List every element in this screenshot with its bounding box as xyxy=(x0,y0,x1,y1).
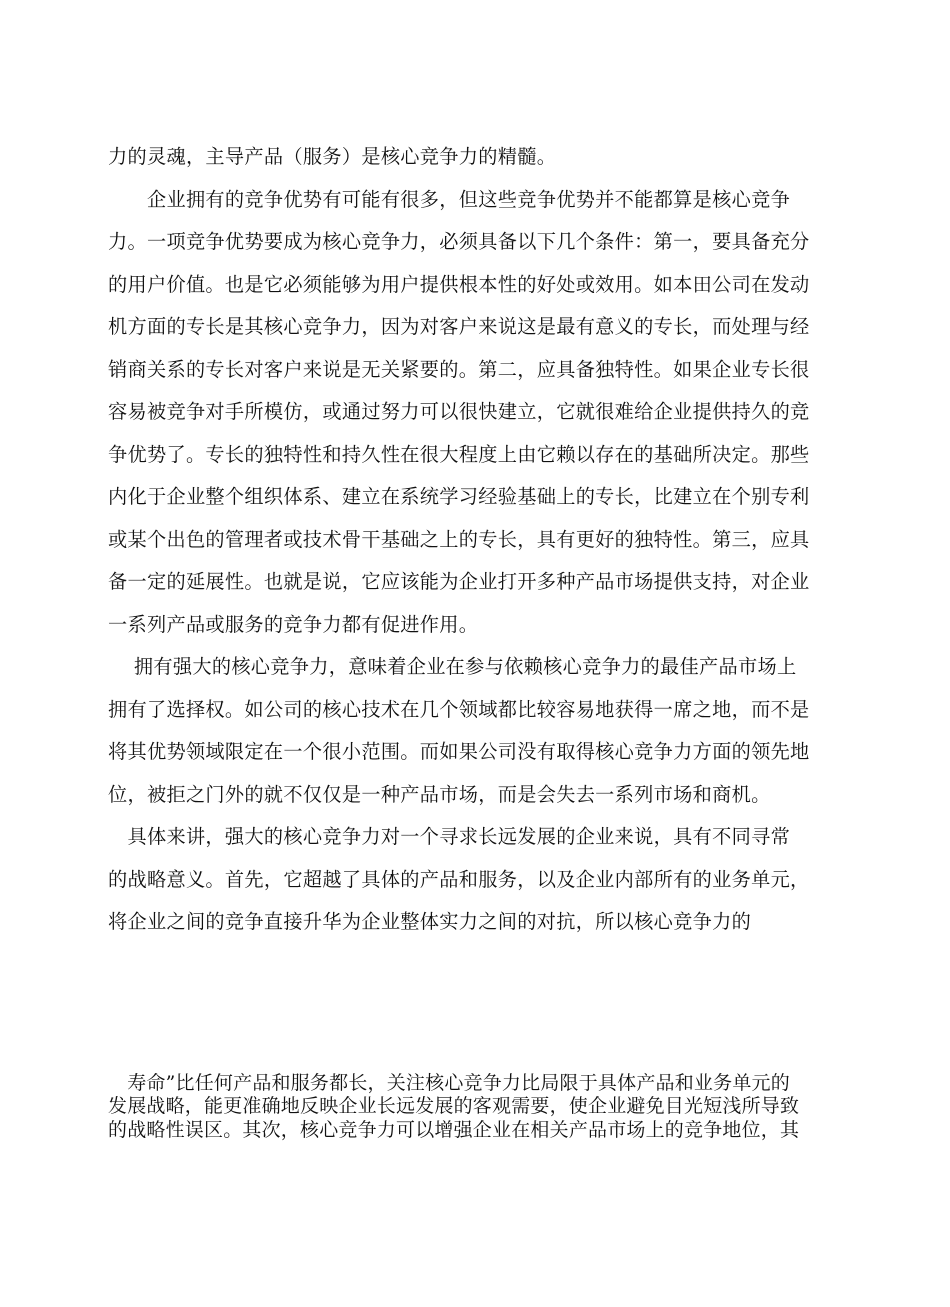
text-line: 寿命”比任何产品和服务都长，关注核心竞争力比局限于具体产品和业务单元的 xyxy=(108,1072,790,1094)
text-line: 备一定的延展性。也就是说，它应该能为企业打开多种产品市场提供支持，对企业 xyxy=(108,570,810,593)
text-line: 拥有了选择权。如公司的核心技术在几个领域都比较容易地获得一席之地，而不是 xyxy=(108,697,810,721)
text-line: 力的灵魂，主导产品（服务）是核心竞争力的精髓。 xyxy=(108,145,557,168)
text-line: 力。一项竞争优势要成为核心竞争力，必须具备以下几个条件：第一，要具备充分 xyxy=(108,230,810,253)
text-line: 的战略意义。首先，它超越了具体的产品和服务，以及企业内部所有的业务单元， xyxy=(108,867,810,891)
text-line: 位，被拒之门外的就不仅仅是一种产品市场，而是会失去一系列市场和商机。 xyxy=(108,782,771,806)
text-line: 销商关系的专长对客户来说是无关紧要的。第二，应具备独特性。如果企业专长很 xyxy=(108,357,810,381)
text-line: 的用户价值。也是它必须能够为用户提供根本性的好处或效用。如本田公司在发动 xyxy=(108,272,810,296)
text-line: 机方面的专长是其核心竞争力，因为对客户来说这是最有意义的专长，而处理与经 xyxy=(108,315,810,338)
text-line: 企业拥有的竞争优势有可能有很多，但这些竞争优势并不能都算是核心竞争 xyxy=(108,187,791,211)
main-text-block xyxy=(108,136,828,944)
text-line: 发展战略，能更准确地反映企业长远发展的客观需要，使企业避免目光短浅所导致 xyxy=(108,1095,800,1118)
text-line: 的战略性误区。其次，核心竞争力可以增强企业在相关产品市场上的竞争地位，其 xyxy=(108,1118,800,1141)
tail-text-block xyxy=(108,1072,828,1142)
text-line: 内化于企业整个组织体系、建立在系统学习经验基础上的专长，比建立在个别专利 xyxy=(108,485,810,508)
text-line: 容易被竞争对手所模仿，或通过努力可以很快建立，它就很难给企业提供持久的竞 xyxy=(108,400,810,423)
text-line: 一系列产品或服务的竞争力都有促进作用。 xyxy=(108,612,479,636)
text-line: 或某个出色的管理者或技术骨干基础之上的专长，具有更好的独特性。第三，应具 xyxy=(108,527,810,551)
text-line: 具体来讲，强大的核心竞争力对一个寻求长远发展的企业来说，具有不同寻常 xyxy=(108,825,791,848)
text-line: 拥有强大的核心竞争力，意味着企业在参与依赖核心竞争力的最佳产品市场上 xyxy=(108,655,797,678)
text-line: 将企业之间的竞争直接升华为企业整体实力之间的对抗，所以核心竞争力的 xyxy=(108,910,752,933)
text-line: 将其优势领域限定在一个很小范围。而如果公司没有取得核心竞争力方面的领先地 xyxy=(108,740,810,763)
text-line: 争优势了。专长的独特性和持久性在很大程度上由它赖以存在的基础所决定。那些 xyxy=(108,442,810,466)
